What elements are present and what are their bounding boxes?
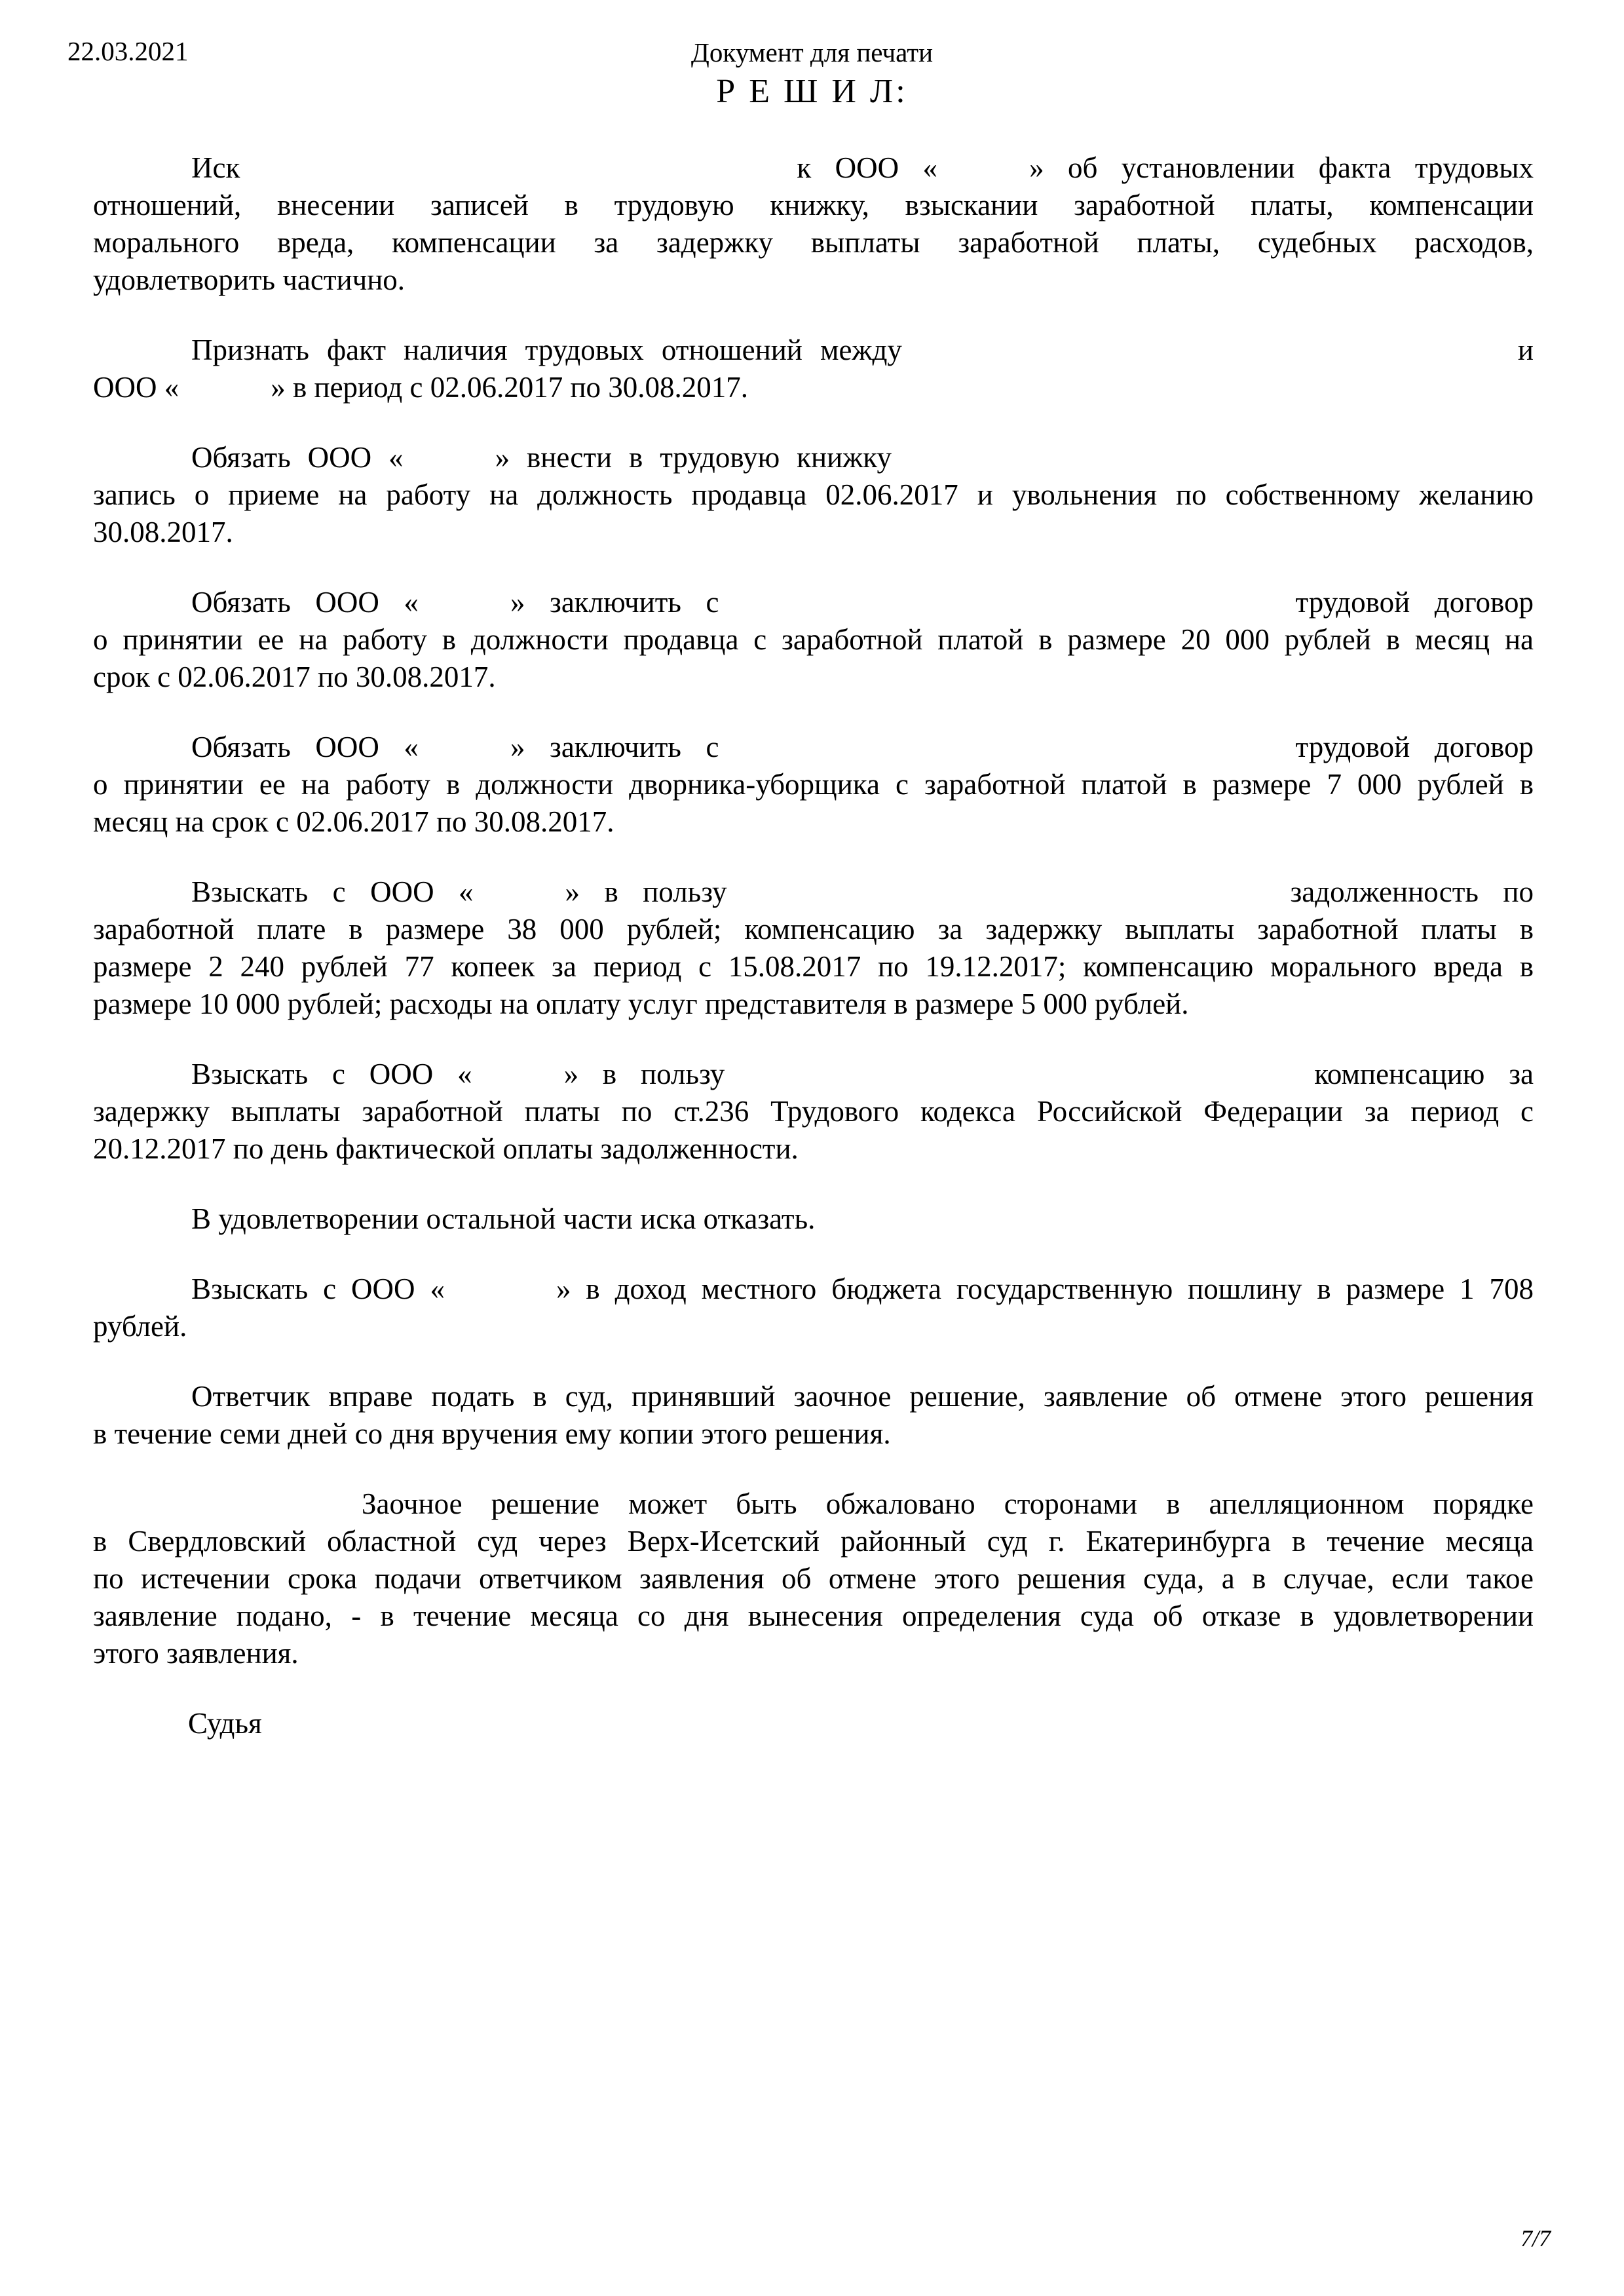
text-line: ООО « » в период с 02.06.2017 по 30.08.2017.: [93, 371, 749, 404]
text-line: размере 2 240 рублей 77 копеек за период с 15.08.2017 по 19.12.2017; компенсацию морального вреда в: [93, 950, 1534, 983]
document-title: Документ для печати: [690, 37, 934, 67]
text-line: размере 10 000 рублей; расходы на оплату услуг представителя в размере 5 000 рублей.: [93, 987, 1189, 1020]
text-line: удовлетворить частично.: [93, 263, 406, 296]
text-line: запись о приеме на работу на должность продавца 02.06.2017 и увольнения по собственному желанию: [93, 478, 1534, 511]
redaction-gap: [727, 900, 1291, 902]
paragraph: [93, 332, 1534, 406]
redaction-gap: [179, 396, 271, 397]
text-line: по истечении срока подачи ответчиком заявления об отмене этого решения суда, а в случае, если такое: [93, 1562, 1534, 1595]
redaction-gap: [892, 466, 1534, 467]
text-line: Заочное решение может быть обжаловано сторонами в апелляционном порядке: [362, 1487, 1534, 1520]
text-line: Ответчик вправе подать в суд, принявший заочное решение, заявление об отмене этого решения: [191, 1380, 1534, 1413]
text-line: срок с 02.06.2017 по 30.08.2017.: [93, 660, 496, 693]
text-line: в течение семи дней со дня вручения ему копии этого решения.: [93, 1417, 891, 1450]
redaction-gap: [445, 1297, 556, 1299]
paragraph: [93, 1271, 1534, 1345]
paragraph: [93, 149, 1534, 299]
text-line: Взыскать с ООО « » в пользу компенсацию за: [191, 1058, 1534, 1090]
text-line: 20.12.2017 по день фактической оплаты задолженности.: [93, 1132, 799, 1165]
text-line: заработной плате в размере 38 000 рублей; компенсацию за задержку выплаты заработной платы в: [93, 913, 1534, 946]
redaction-gap: [419, 611, 510, 612]
text-line: 30.08.2017.: [93, 516, 233, 548]
redaction-gap: [472, 1082, 564, 1084]
text-line: Иск к ООО « » об установлении факта трудовых: [191, 151, 1534, 184]
text-line: рублей.: [93, 1310, 187, 1343]
paragraph: [93, 584, 1534, 696]
text-line: Обязать ООО « » заключить с трудовой договор: [191, 731, 1534, 763]
judge-signature-label: Судья: [188, 1707, 262, 1740]
text-line: в Свердловский областной суд через Верх-Исетский районный суд г. Екатеринбурга в течение месяца: [93, 1525, 1534, 1558]
redaction-gap: [725, 1082, 1314, 1084]
text-line: задержку выплаты заработной платы по ст.236 Трудового кодекса Российской Федерации за период с: [93, 1095, 1534, 1128]
paragraph: [93, 439, 1534, 551]
text-line: о принятии ее на работу в должности дворника-уборщика с заработной платой в размере 7 000 рублей в: [93, 768, 1534, 801]
text-line: Признать факт наличия трудовых отношений между и: [191, 334, 1534, 366]
paragraph: [93, 1200, 1534, 1238]
print-date: 22.03.2021: [67, 36, 189, 66]
paragraph: [93, 873, 1534, 1023]
paragraph: [93, 1378, 1534, 1453]
paragraph: [93, 1485, 1534, 1672]
text-line: заявление подано, - в течение месяца со дня вынесения определения суда об отказе в удовлетворении: [93, 1599, 1534, 1632]
text-line: месяц на срок с 02.06.2017 по 30.08.2017.: [93, 805, 614, 838]
decision-heading: Р Е Ш И Л:: [716, 73, 908, 110]
text-line: морального вреда, компенсации за задержку выплаты заработной платы, судебных расходов,: [93, 226, 1534, 259]
redaction-gap: [719, 756, 1296, 757]
text-line: Взыскать с ООО « » в доход местного бюджета государственную пошлину в размере 1 708: [191, 1272, 1534, 1305]
redaction-gap: [902, 358, 1518, 360]
redaction-gap: [719, 611, 1296, 612]
text-line: Взыскать с ООО « » в пользу задолженность по: [191, 875, 1534, 908]
redaction-gap: [404, 466, 495, 467]
decision-paragraphs: [93, 149, 1534, 1672]
redaction-gap: [937, 176, 1029, 178]
redaction-gap: [419, 756, 510, 757]
text-line: отношений, внесении записей в трудовую книжку, взыскании заработной платы, компенсации: [93, 189, 1534, 221]
text-line: Обязать ООО « » заключить с трудовой договор: [191, 586, 1534, 619]
page-number: 7/7: [1520, 2225, 1551, 2251]
paragraph: [93, 729, 1534, 841]
redaction-gap: [240, 176, 797, 178]
text-line: о принятии ее на работу в должности продавца с заработной платой в размере 20 000 рублей в месяц на: [93, 623, 1534, 656]
text-line: В удовлетворении остальной части иска отказать.: [191, 1202, 816, 1235]
paragraph: [93, 1056, 1534, 1168]
text-line: Обязать ООО « » внести в трудовую книжку: [93, 439, 1534, 476]
redaction-gap: [474, 900, 565, 902]
text-line: этого заявления.: [93, 1637, 299, 1670]
document-body: [93, 149, 1534, 1742]
